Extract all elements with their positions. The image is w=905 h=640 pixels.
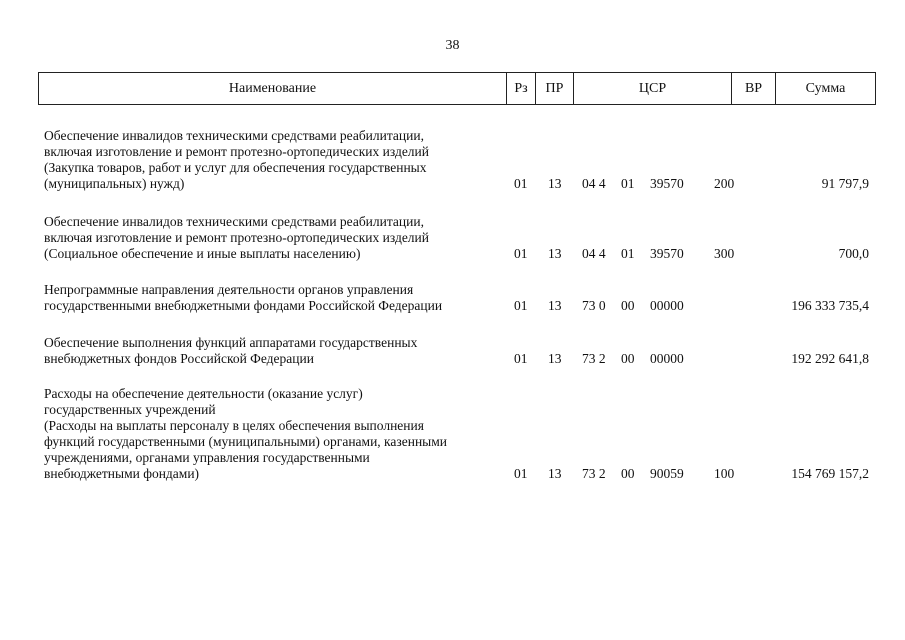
cell-pr: 13 <box>548 298 562 313</box>
row-name <box>44 128 504 192</box>
row-name-line: Обеспечение инвалидов техническими средствами реабилитации, <box>44 128 424 143</box>
cell-csr3: 39570 <box>650 176 684 191</box>
cell-rz: 01 <box>514 351 528 366</box>
header-sum: Сумма <box>805 80 846 96</box>
cell-rz: 01 <box>514 246 528 261</box>
row-name <box>44 386 504 482</box>
table-header <box>38 72 876 105</box>
cell-sum: 192 292 641,8 <box>791 351 869 366</box>
row-name-line: включая изготовление и ремонт протезно-ортопедических изделий <box>44 230 429 245</box>
row-name-line: Непрограммные направления деятельности органов управления <box>44 282 414 297</box>
cell-csr2: 00 <box>621 351 635 366</box>
row-name-line: (Социальное обеспечение и иные выплаты населению) <box>44 246 361 261</box>
cell-sum: 91 797,9 <box>821 176 869 191</box>
cell-csr1: 73 0 <box>582 298 606 313</box>
row-name-line: Расходы на обеспечение деятельности (оказание услуг) <box>44 386 363 401</box>
page-number: 38 <box>445 38 460 53</box>
row-name-line: внебюджетными фондами) <box>44 466 200 481</box>
cell-sum: 700,0 <box>838 246 869 261</box>
row-name-line: функций государственными (муниципальными) органами, казенными <box>44 434 448 449</box>
cell-pr: 13 <box>548 466 562 481</box>
cell-csr3: 00000 <box>650 351 684 366</box>
header-vr: ВР <box>732 73 776 104</box>
cell-pr: 13 <box>548 351 562 366</box>
table-row <box>0 128 905 192</box>
row-name-line: внебюджетных фондов Российской Федерации <box>44 351 314 366</box>
cell-sum: 196 333 735,4 <box>791 298 869 313</box>
cell-csr3: 39570 <box>650 246 684 261</box>
row-name <box>44 335 504 367</box>
header-rz: Рз <box>507 73 536 104</box>
cell-vr: 100 <box>714 466 735 481</box>
row-name-line: Обеспечение инвалидов техническими средствами реабилитации, <box>44 214 424 229</box>
cell-csr2: 01 <box>621 176 635 191</box>
table-row <box>0 214 905 262</box>
cell-pr: 13 <box>548 246 562 261</box>
cell-pr: 13 <box>548 176 562 191</box>
row-name <box>44 214 504 262</box>
cell-vr: 200 <box>714 176 735 191</box>
cell-vr: 300 <box>714 246 735 261</box>
header-csr: ЦСР <box>574 73 732 104</box>
row-name <box>44 282 504 314</box>
cell-csr1: 04 4 <box>582 176 606 191</box>
table-row <box>0 335 905 367</box>
cell-csr2: 01 <box>621 246 635 261</box>
row-name-line: (муниципальных) нужд) <box>44 176 185 191</box>
row-name-line: государственных учреждений <box>44 402 216 417</box>
row-name-line: государственными внебюджетными фондами Российской Федерации <box>44 298 443 313</box>
table-row <box>0 386 905 482</box>
cell-rz: 01 <box>514 466 528 481</box>
cell-csr2: 00 <box>621 298 635 313</box>
cell-rz: 01 <box>514 298 528 313</box>
row-name-line: включая изготовление и ремонт протезно-ортопедических изделий <box>44 144 429 159</box>
row-name-line: учреждениями, органами управления государственными <box>44 450 370 465</box>
header-name: Наименование <box>39 73 507 104</box>
row-name-line: (Расходы на выплаты персоналу в целях обеспечения выполнения <box>44 418 424 433</box>
cell-csr1: 73 2 <box>582 351 606 366</box>
cell-sum: 154 769 157,2 <box>791 466 869 481</box>
table-row <box>0 282 905 314</box>
cell-csr1: 04 4 <box>582 246 606 261</box>
cell-csr1: 73 2 <box>582 466 606 481</box>
cell-csr3: 00000 <box>650 298 684 313</box>
row-name-line: (Закупка товаров, работ и услуг для обеспечения государственных <box>44 160 427 175</box>
cell-csr2: 00 <box>621 466 635 481</box>
header-pr: ПР <box>536 73 574 104</box>
cell-rz: 01 <box>514 176 528 191</box>
row-name-line: Обеспечение выполнения функций аппаратами государственных <box>44 335 418 350</box>
cell-csr3: 90059 <box>650 466 684 481</box>
